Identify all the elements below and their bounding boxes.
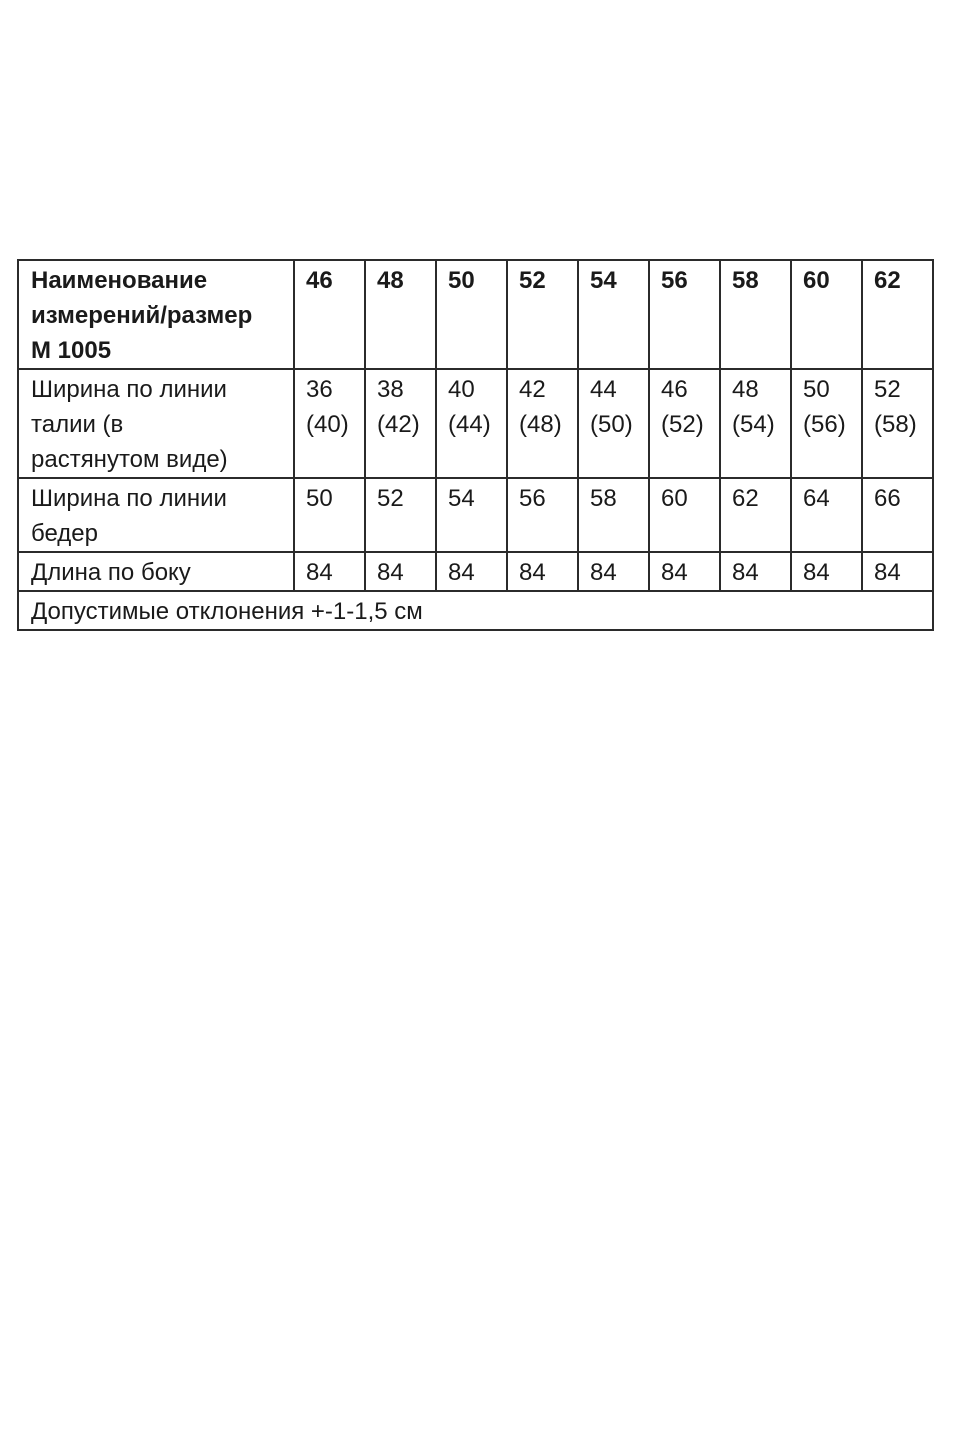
tolerance-note-row xyxy=(18,591,933,630)
value-line: 84 xyxy=(732,559,759,586)
value-cell xyxy=(649,552,720,591)
value-line: (50) xyxy=(590,411,633,438)
value-cell xyxy=(862,552,933,591)
value-line: 50 xyxy=(803,376,830,403)
size-header-cell: 62 xyxy=(862,260,933,369)
value-line: 48 xyxy=(732,376,759,403)
value-line: (48) xyxy=(519,411,562,438)
value-cell xyxy=(436,552,507,591)
value-line: 46 xyxy=(661,376,688,403)
value-line: 44 xyxy=(590,376,617,403)
measurement-label-cell xyxy=(18,369,294,478)
value-line: 84 xyxy=(590,559,617,586)
value-cell xyxy=(720,478,791,552)
header-label-line: М 1005 xyxy=(31,337,112,364)
value-cell xyxy=(507,552,578,591)
size-header-cell: 58 xyxy=(720,260,791,369)
measurement-label-cell xyxy=(18,552,294,591)
value-cell xyxy=(436,478,507,552)
value-line: 40 xyxy=(448,376,475,403)
measurement-label-line: талии (в xyxy=(31,411,124,438)
row-waist-width xyxy=(18,369,933,478)
measurement-label-line: Ширина по линии xyxy=(31,485,227,512)
value-line: 84 xyxy=(448,559,475,586)
size-chart-body xyxy=(18,260,933,630)
value-line: (42) xyxy=(377,411,420,438)
value-cell xyxy=(294,552,365,591)
value-cell xyxy=(578,478,649,552)
value-cell xyxy=(365,478,436,552)
value-cell xyxy=(862,369,933,478)
value-cell xyxy=(365,552,436,591)
value-line: 66 xyxy=(874,485,901,512)
value-cell xyxy=(720,369,791,478)
value-line: (58) xyxy=(874,411,917,438)
size-header-cell: 46 xyxy=(294,260,365,369)
measurement-label-cell xyxy=(18,478,294,552)
measurement-label-line: бедер xyxy=(31,520,98,547)
value-cell xyxy=(507,478,578,552)
value-line: 36 xyxy=(306,376,333,403)
size-header-cell: 52 xyxy=(507,260,578,369)
value-line: 38 xyxy=(377,376,404,403)
value-line: 60 xyxy=(661,485,688,512)
size-header-cell: 48 xyxy=(365,260,436,369)
value-line: 64 xyxy=(803,485,830,512)
value-line: 50 xyxy=(306,485,333,512)
value-line: 52 xyxy=(874,376,901,403)
value-cell xyxy=(791,369,862,478)
value-line: 84 xyxy=(519,559,546,586)
value-cell xyxy=(791,478,862,552)
value-line: 58 xyxy=(590,485,617,512)
measurement-label-line: растянутом виде) xyxy=(31,446,228,473)
value-line: 52 xyxy=(377,485,404,512)
value-cell xyxy=(294,369,365,478)
value-cell xyxy=(649,369,720,478)
size-header-cell: 60 xyxy=(791,260,862,369)
value-cell xyxy=(578,369,649,478)
value-line: (40) xyxy=(306,411,349,438)
value-cell xyxy=(720,552,791,591)
value-cell xyxy=(862,478,933,552)
value-line: 42 xyxy=(519,376,546,403)
header-row xyxy=(18,260,933,369)
measurement-label-line: Длина по боку xyxy=(31,559,191,586)
value-line: 84 xyxy=(661,559,688,586)
value-cell xyxy=(294,478,365,552)
header-label-line: Наименование xyxy=(31,267,208,294)
header-label-cell xyxy=(18,260,294,369)
value-line: 62 xyxy=(732,485,759,512)
size-chart-table xyxy=(17,259,934,631)
value-line: (56) xyxy=(803,411,846,438)
tolerance-note: Допустимые отклонения +-1-1,5 см xyxy=(18,591,933,630)
size-header-cell: 50 xyxy=(436,260,507,369)
header-label-line: измерений/размер xyxy=(31,302,253,329)
value-cell xyxy=(578,552,649,591)
value-line: 84 xyxy=(377,559,404,586)
value-cell xyxy=(507,369,578,478)
value-line: 84 xyxy=(803,559,830,586)
value-line: 56 xyxy=(519,485,546,512)
value-line: (52) xyxy=(661,411,704,438)
value-line: 84 xyxy=(306,559,333,586)
value-cell xyxy=(436,369,507,478)
size-header-cell: 56 xyxy=(649,260,720,369)
value-cell xyxy=(365,369,436,478)
value-line: (54) xyxy=(732,411,775,438)
measurement-label-line: Ширина по линии xyxy=(31,376,227,403)
row-hip-width xyxy=(18,478,933,552)
size-header-cell: 54 xyxy=(578,260,649,369)
value-cell xyxy=(649,478,720,552)
value-line: (44) xyxy=(448,411,491,438)
row-side-length xyxy=(18,552,933,591)
value-line: 54 xyxy=(448,485,475,512)
value-cell xyxy=(791,552,862,591)
value-line: 84 xyxy=(874,559,901,586)
